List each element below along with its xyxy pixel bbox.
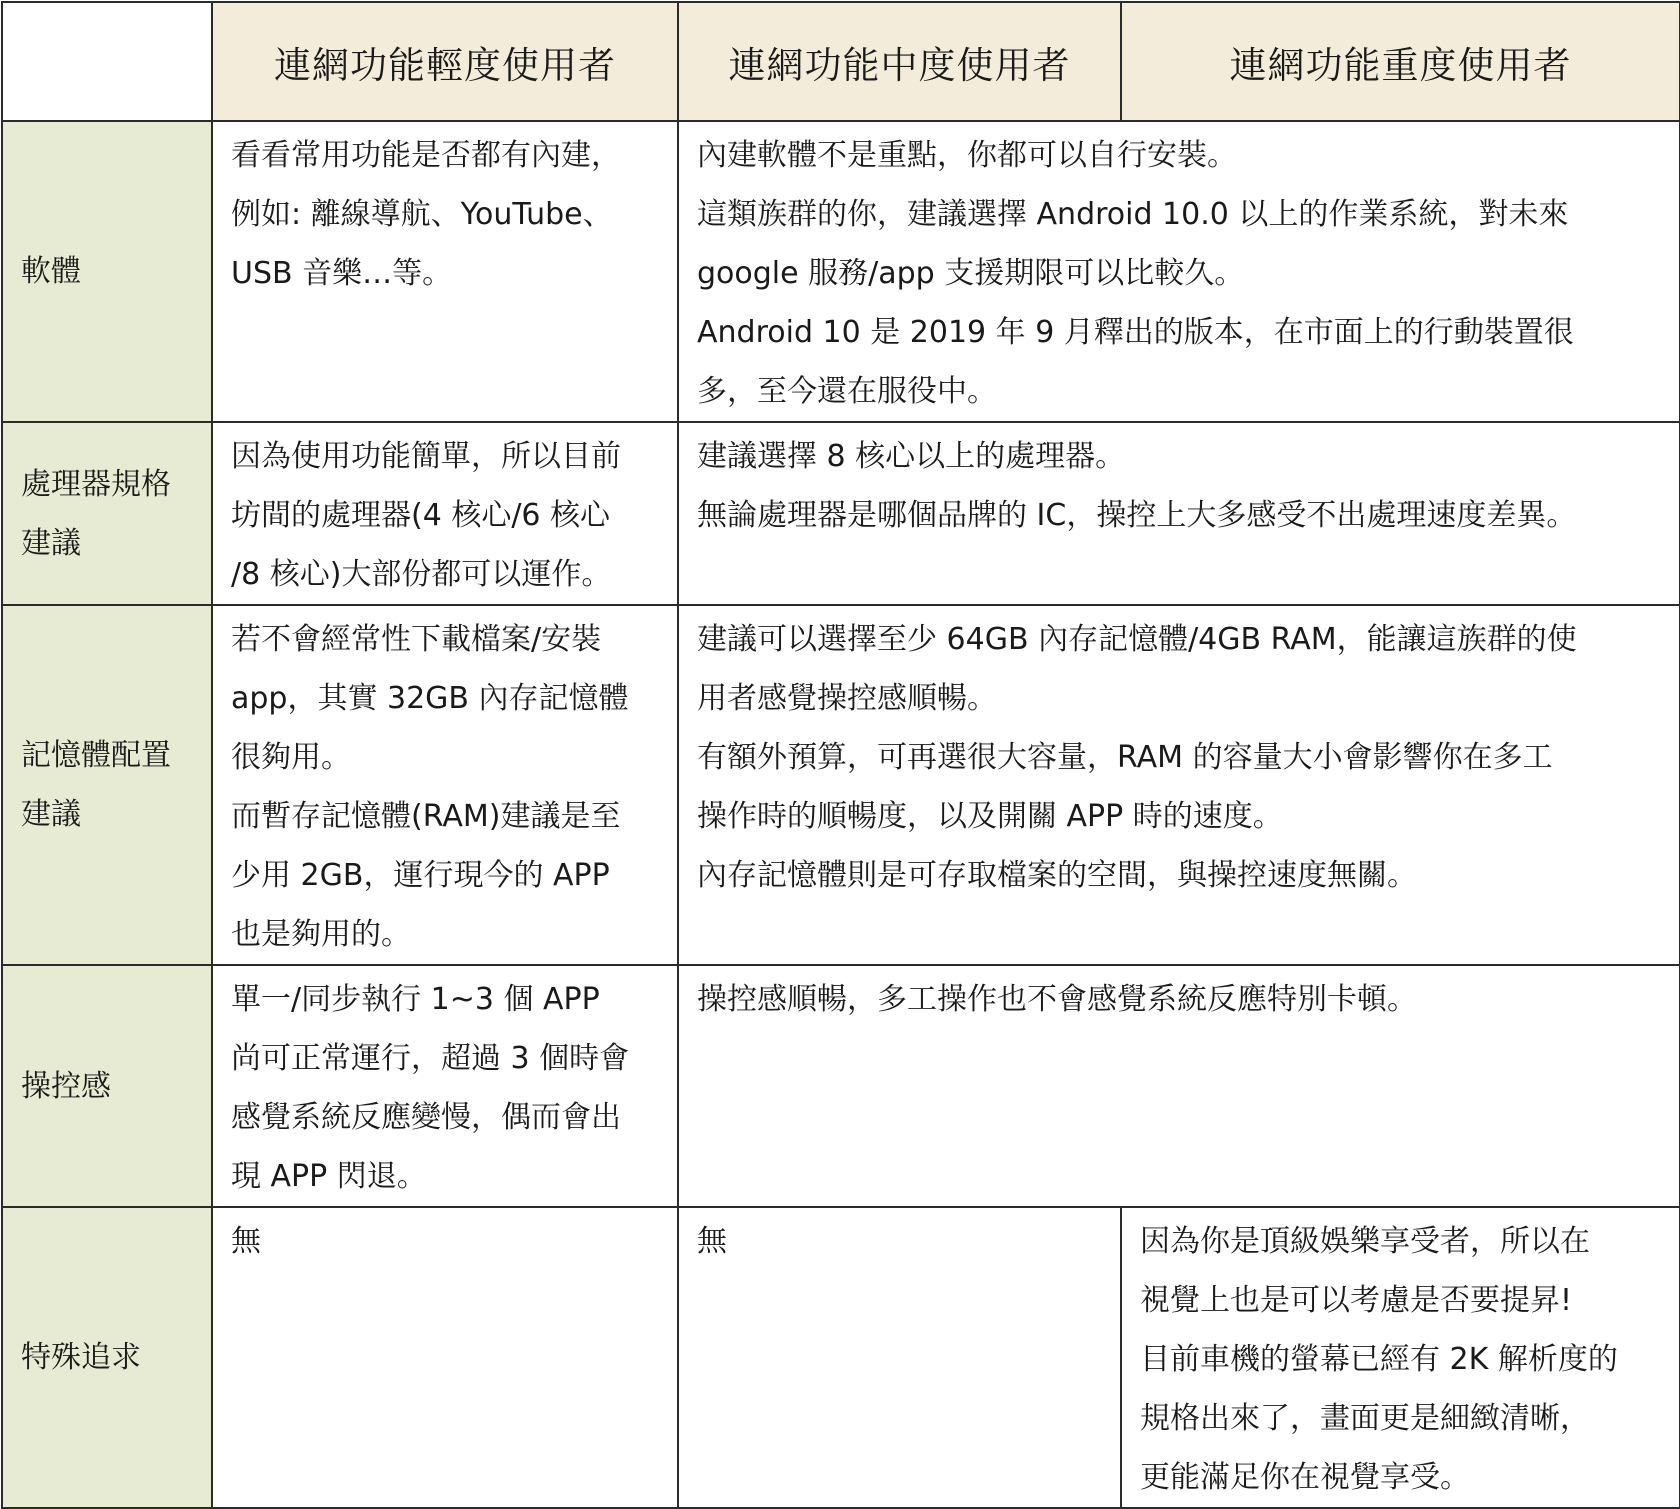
text-line: 建議可以選擇至少 64GB 內存記憶體/4GB RAM，能讓這族群的使	[697, 622, 1577, 657]
text-line: 內建軟體不是重點，你都可以自行安裝。	[697, 138, 1237, 173]
text-line: 也是夠用的。	[231, 917, 411, 952]
text-line: 建議	[21, 525, 81, 561]
text-line: 因為使用功能簡單，所以目前	[231, 439, 621, 474]
cell-memory-medium-heavy	[678, 605, 1680, 965]
text-line: 操作時的順暢度，以及開關 APP 時的速度。	[697, 799, 1283, 834]
header-heavy-user: 連網功能重度使用者	[1121, 2, 1680, 121]
text-line: 建議選擇 8 核心以上的處理器。	[697, 439, 1126, 474]
row-special	[2, 1207, 1680, 1508]
cell-control-light	[212, 965, 678, 1207]
header-row	[2, 2, 1680, 121]
text-line: 無論處理器是哪個品牌的 IC，操控上大多感受不出處理速度差異。	[697, 498, 1577, 533]
header-light-user: 連網功能輕度使用者	[212, 2, 678, 121]
text-line: 坊間的處理器(4 核心/6 核心	[231, 498, 611, 533]
text-line: 多，至今還在服役中。	[697, 374, 997, 409]
row-label-control-feel	[2, 965, 212, 1207]
text-line: 很夠用。	[231, 740, 351, 775]
comparison-table	[1, 1, 1680, 1509]
text-line: /8 核心)大部份都可以運作。	[231, 557, 612, 592]
row-control-feel	[2, 965, 1680, 1207]
row-processor	[2, 422, 1680, 605]
text-line: 更能滿足你在視覺享受。	[1140, 1460, 1470, 1495]
text-line: USB 音樂…等。	[231, 256, 453, 291]
text-line: app，其實 32GB 內存記憶體	[231, 681, 629, 716]
text-line: 這類族群的你，建議選擇 Android 10.0 以上的作業系統，對未來	[697, 197, 1569, 232]
cell-software-light	[212, 121, 678, 422]
text-line: 有額外預算，可再選很大容量，RAM 的容量大小會影響你在多工	[697, 740, 1553, 775]
cell-memory-light	[212, 605, 678, 965]
text-line: 感覺系統反應變慢，偶而會出	[231, 1100, 621, 1135]
text-line: 現 APP 閃退。	[231, 1159, 427, 1194]
text-line: 單一/同步執行 1~3 個 APP	[231, 982, 600, 1017]
cell-processor-medium-heavy	[678, 422, 1680, 605]
text-line: 內存記憶體則是可存取檔案的空間，與操控速度無關。	[697, 858, 1417, 893]
cell-software-medium-heavy	[678, 121, 1680, 422]
row-label-memory	[2, 605, 212, 965]
text-line: 例如: 離線導航、YouTube、	[231, 197, 613, 232]
text-line: 因為你是頂級娛樂享受者，所以在	[1140, 1224, 1590, 1259]
cell-special-light	[212, 1207, 678, 1508]
cell-special-medium	[678, 1207, 1121, 1508]
text-line: 操控感順暢，多工操作也不會感覺系統反應特別卡頓。	[697, 982, 1417, 1017]
row-label-special	[2, 1207, 212, 1508]
corner-cell	[2, 2, 212, 121]
text-line: 無	[231, 1224, 261, 1259]
text-line: 軟體	[21, 254, 81, 289]
text-line: 視覺上也是可以考慮是否要提昇!	[1140, 1283, 1573, 1318]
cell-control-medium-heavy	[678, 965, 1680, 1207]
text-line: 特殊追求	[21, 1340, 141, 1375]
row-label-software	[2, 121, 212, 422]
text-line: 建議	[21, 797, 81, 832]
text-line: 看看常用功能是否都有內建，	[231, 138, 621, 173]
text-line: 少用 2GB，運行現今的 APP	[231, 858, 610, 893]
row-software	[2, 121, 1680, 422]
row-label-processor	[2, 422, 212, 605]
row-memory	[2, 605, 1680, 965]
text-line: Android 10 是 2019 年 9 月釋出的版本，在市面上的行動裝置很	[697, 315, 1574, 350]
text-line: 規格出來了，畫面更是細緻清晰，	[1140, 1401, 1590, 1436]
text-line: 處理器規格	[21, 466, 171, 502]
text-line: 記憶體配置	[21, 738, 171, 773]
text-line: 用者感覺操控感順暢。	[697, 681, 997, 716]
text-line: 操控感	[21, 1068, 111, 1104]
header-medium-user: 連網功能中度使用者	[678, 2, 1121, 121]
text-line: 無	[697, 1224, 727, 1259]
text-line: 目前車機的螢幕已經有 2K 解析度的	[1140, 1342, 1618, 1377]
text-line: google 服務/app 支援期限可以比較久。	[697, 256, 1245, 291]
text-line: 而暫存記憶體(RAM)建議是至	[231, 799, 621, 834]
cell-processor-light	[212, 422, 678, 605]
text-line: 若不會經常性下載檔案/安裝	[231, 622, 602, 657]
text-line: 尚可正常運行，超過 3 個時會	[231, 1041, 630, 1076]
cell-special-heavy	[1121, 1207, 1680, 1508]
